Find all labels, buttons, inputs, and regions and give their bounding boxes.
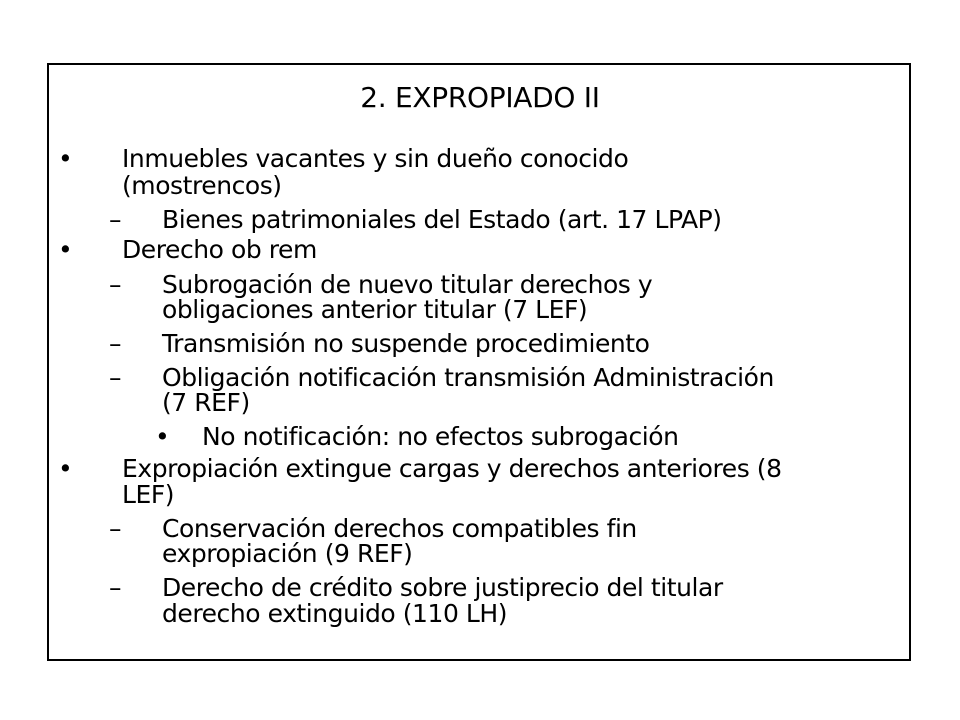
bullet-text: Expropiación extingue cargas y derechos anteriores (8 — [122, 454, 782, 483]
sub-sub-item-text: No notificación: no efectos subrogación — [202, 422, 679, 451]
bullet-text-continued: (mostrencos) — [122, 171, 282, 200]
sub-item-text: Conservación derechos compatibles fin — [162, 514, 637, 543]
bullet-marker: • — [58, 235, 73, 264]
sub-item-text-continued: derecho extinguido (110 LH) — [162, 599, 508, 628]
sub-item-text: Subrogación de nuevo titular derechos y — [162, 270, 653, 299]
sub-bullet-marker: • — [155, 422, 170, 451]
sub-item-text: Obligación notificación transmisión Administración — [162, 363, 774, 392]
sub-item-text: Derecho de crédito sobre justiprecio del titular — [162, 573, 723, 602]
bullet-text-continued: LEF) — [122, 480, 175, 509]
dash-marker: – — [109, 514, 122, 543]
slide-title: 2. EXPROPIADO II — [360, 81, 600, 114]
dash-marker: – — [109, 205, 122, 234]
sub-item-text-continued: expropiación (9 REF) — [162, 539, 413, 568]
sub-item-text: Transmisión no suspende procedimiento — [162, 329, 650, 358]
bullet-text: Inmuebles vacantes y sin dueño conocido — [122, 144, 629, 173]
bullet-text: Derecho ob rem — [122, 235, 317, 264]
sub-item-text-continued: obligaciones anterior titular (7 LEF) — [162, 295, 588, 324]
bullet-marker: • — [58, 144, 73, 173]
bullet-marker: • — [58, 454, 73, 483]
dash-marker: – — [109, 573, 122, 602]
dash-marker: – — [109, 329, 122, 358]
sub-item-text: Bienes patrimoniales del Estado (art. 17 LPAP) — [162, 205, 722, 234]
dash-marker: – — [109, 363, 122, 392]
sub-item-text-continued: (7 REF) — [162, 388, 250, 417]
dash-marker: – — [109, 270, 122, 299]
